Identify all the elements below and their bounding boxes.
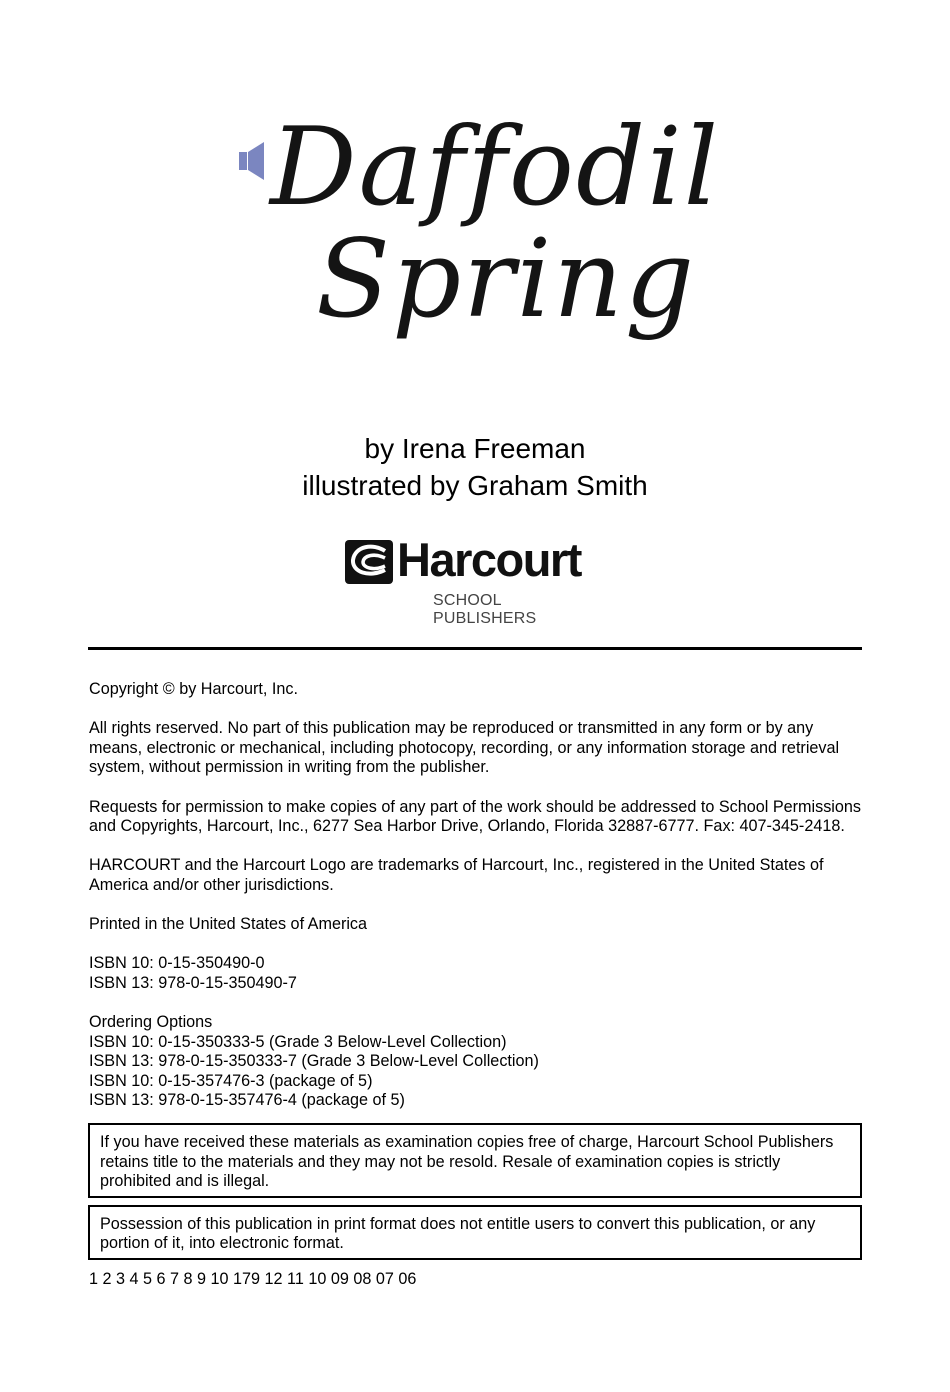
ordering-heading: Ordering Options: [89, 1013, 213, 1032]
examination-notice: If you have received these materials as examination copies free of charge, Harcourt School Publishers retains title to the materials and they may not be resold. Resale of examination copies is strictly prohibited and is illegal.: [88, 1123, 862, 1198]
isbn-line: ISBN 13: 978-0-15-350490-7: [89, 973, 297, 992]
ordering-item: ISBN 10: 0-15-357476-3 (package of 5): [89, 1071, 373, 1090]
printed-in: Printed in the United States of America: [89, 915, 368, 934]
permissions-request: Requests for permission to make copies of any part of the work should be addressed to School Permissions and Copyrights, Harcourt, Inc., 6277 Sea Harbor Drive, Orlando, Florida 32887-6777. Fax: 407-345-2418.: [89, 797, 861, 836]
ordering-item: ISBN 10: 0-15-350333-5 (Grade 3 Below-Level Collection): [89, 1032, 507, 1051]
isbn-line: ISBN 10: 0-15-350490-0: [89, 954, 265, 973]
harcourt-logo: [345, 533, 607, 627]
divider: [88, 647, 862, 650]
illustrator-credit: illustrated by Graham Smith: [302, 470, 648, 501]
ordering-item: ISBN 13: 978-0-15-357476-4 (package of 5): [89, 1091, 405, 1110]
book-title: [270, 105, 721, 342]
isbn-block: [89, 954, 864, 993]
speaker-icon[interactable]: [239, 142, 265, 180]
rights-statement: All rights reserved. No part of this publication may be reproduced or transmitted in any form or by any means, electronic or mechanical, including photocopy, recording, or any information storage and retrieval system, without permission in writing from the publisher.: [89, 719, 840, 777]
electronic-format-notice: Possession of this publication in print format does not entitle users to convert this publication, or any portion of it, into electronic format.: [88, 1205, 862, 1260]
logo-wordmark: Harcourt: [397, 533, 581, 586]
harcourt-logo-mark: [345, 540, 393, 584]
copyright-page-text: [89, 680, 864, 1290]
ordering-item: ISBN 13: 978-0-15-350333-7 (Grade 3 Below-Level Collection): [89, 1052, 539, 1071]
logo-subtitle: SCHOOL PUBLISHERS: [433, 592, 537, 627]
trademark-statement: HARCOURT and the Harcourt Logo are trademarks of Harcourt, Inc., registered in the United States of America and/or other jurisdictions.: [89, 856, 824, 894]
copyright-line: Copyright © by Harcourt, Inc.: [89, 680, 298, 698]
ordering-options: [89, 1013, 864, 1111]
title-line-2: Spring: [316, 217, 696, 342]
title-line-1: Daffodil: [270, 105, 721, 230]
byline: [0, 430, 950, 504]
author-credit: by Irena Freeman: [364, 433, 586, 464]
print-line: 1 2 3 4 5 6 7 8 9 10 179 12 11 10 09 08 07 06: [89, 1270, 417, 1289]
